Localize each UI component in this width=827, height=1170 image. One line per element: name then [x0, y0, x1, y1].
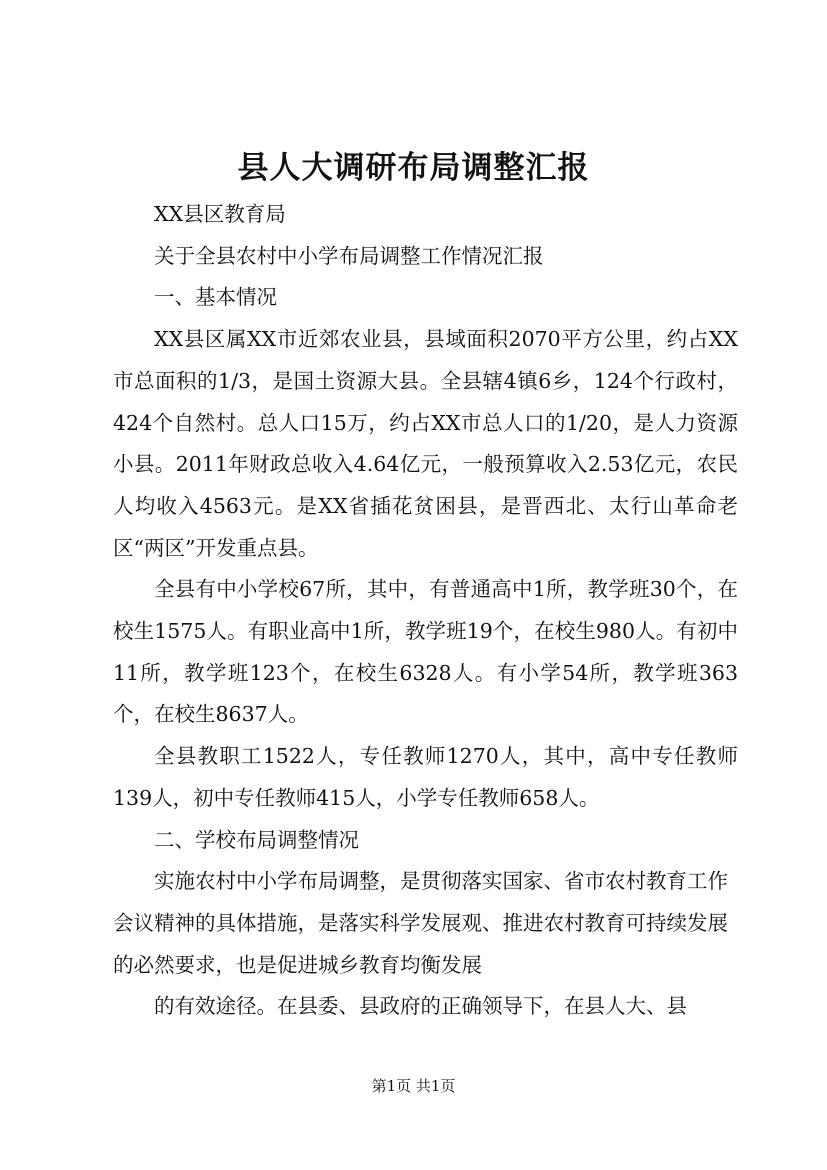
section-heading-basic-situation: 一、基本情况: [154, 285, 277, 310]
paragraph-subject: 关于全县农村中小学布局调整工作情况汇报: [154, 243, 544, 268]
document-title: 县人大调研布局调整汇报: [237, 150, 590, 186]
section-heading-layout-adjustment: 二、学校布局调整情况: [154, 827, 359, 852]
paragraph-staff-statistics: 全县教职工1522人，专任教师1270人，其中，高中专任教师139人，初中专任教师415人，小学专任教师658人。: [113, 744, 738, 810]
paragraph-adjustment-continued: 的有效途径。在县委、县政府的正确领导下，在县人大、县: [154, 994, 687, 1019]
document-body: [113, 194, 738, 1028]
paragraph-county-overview: XX县区属XX市近郊农业县，县域面积2070平方公里，约占XX市总面积的1/3，是国土资源大县。全县辖4镇6乡，124个行政村，424个自然村。总人口15万，约占XX市总人口的1/20，是人力资源小县。2011年财政总收入4.64亿元，一般预算收入2.53亿元，农民人均收入4563元。是XX省插花贫困县，是晋西北、太行山革命老区“两区”开发重点县。: [113, 327, 738, 560]
paragraph-school-statistics: 全县有中小学校67所，其中，有普通高中1所，教学班30个，在校生1575人。有职业高中1所，教学班19个，在校生980人。有初中11所，教学班123个，在校生6328人。有小学54所，教学班363个，在校生8637人。: [113, 577, 738, 727]
paragraph-adjustment-significance: 实施农村中小学布局调整，是贯彻落实国家、省市农村教育工作会议精神的具体措施，是落实科学发展观、推进农村教育可持续发展的必然要求，也是促进城乡教育均衡发展: [113, 869, 728, 977]
page-number-footer: 第1页 共1页: [371, 1077, 456, 1095]
paragraph-issuer: XX县区教育局: [154, 202, 286, 226]
